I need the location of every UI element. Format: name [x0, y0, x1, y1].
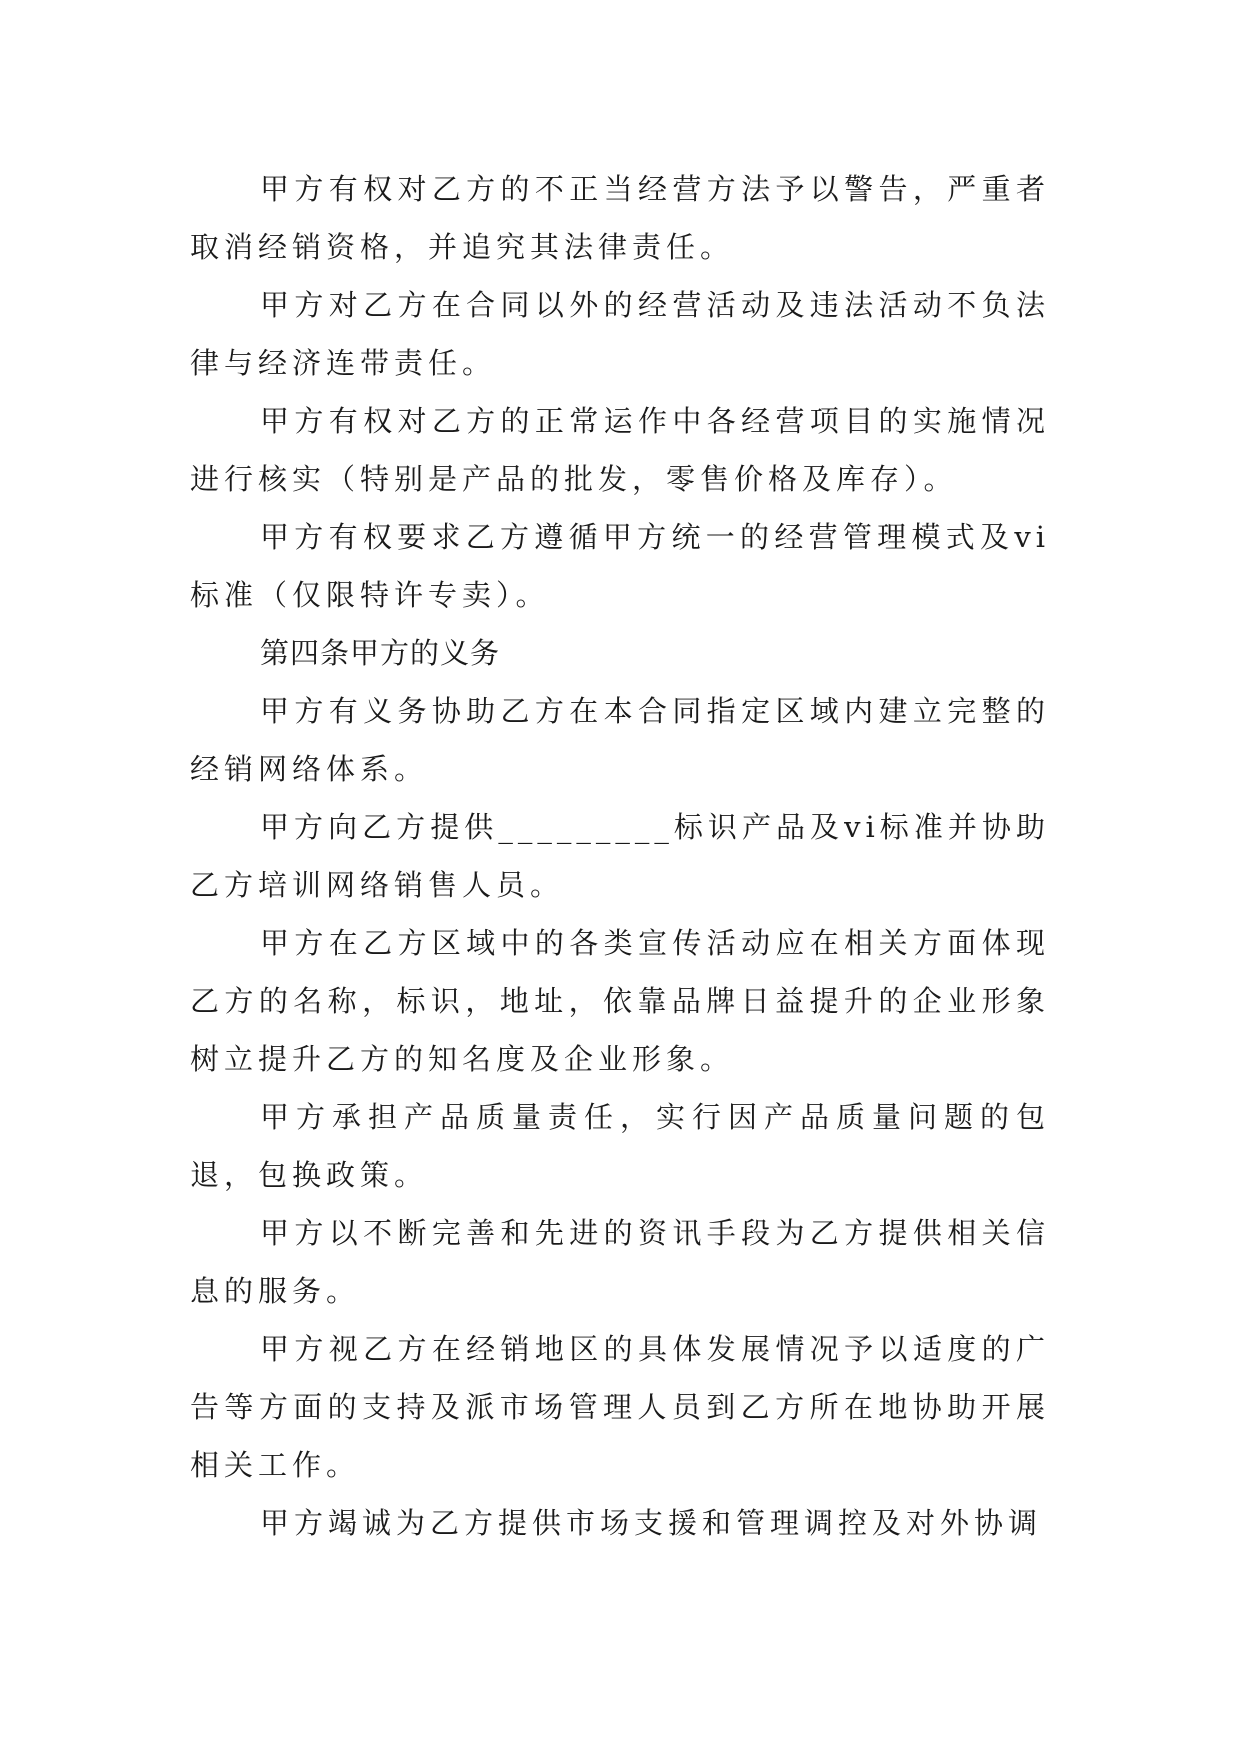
paragraph-promotion-activities: 甲方在乙方区域中的各类宣传活动应在相关方面体现乙方的名称，标识，地址，依靠品牌日益提升的企业形象树立提升乙方的知名度及企业形象。 — [190, 926, 1050, 1076]
paragraph-quality-responsibility: 甲方承担产品质量责任，实行因产品质量问题的包退，包换政策。 — [190, 1100, 1050, 1192]
paragraph-network-assistance: 甲方有义务协助乙方在本合同指定区域内建立完整的经销网络体系。 — [190, 694, 1050, 786]
paragraph-no-liability: 甲方对乙方在合同以外的经营活动及违法活动不负法律与经济连带责任。 — [190, 288, 1050, 380]
paragraph-market-support: 甲方竭诚为乙方提供市场支援和管理调控及对外协调 — [260, 1506, 1043, 1540]
paragraph-verification-rights: 甲方有权对乙方的正常运作中各经营项目的实施情况进行核实（特别是产品的批发，零售价格及库存）。 — [190, 404, 1050, 496]
document-body — [190, 160, 1050, 1552]
paragraph-information-service: 甲方以不断完善和先进的资讯手段为乙方提供相关信息的服务。 — [190, 1216, 1050, 1308]
paragraph-advertising-support: 甲方视乙方在经销地区的具体发展情况予以适度的广告等方面的支持及派市场管理人员到乙方所在地协助开展相关工作。 — [190, 1332, 1050, 1482]
paragraph-vi-standard-training: 甲方向乙方提供_________标识产品及vi标准并协助乙方培训网络销售人员。 — [190, 810, 1050, 902]
section-heading-article-four: 第四条甲方的义务 — [260, 636, 501, 670]
paragraph-management-mode: 甲方有权要求乙方遵循甲方统一的经营管理模式及vi标准（仅限特许专卖）。 — [190, 520, 1050, 612]
paragraph-warning-rights: 甲方有权对乙方的不正当经营方法予以警告，严重者取消经销资格，并追究其法律责任。 — [190, 172, 1050, 264]
